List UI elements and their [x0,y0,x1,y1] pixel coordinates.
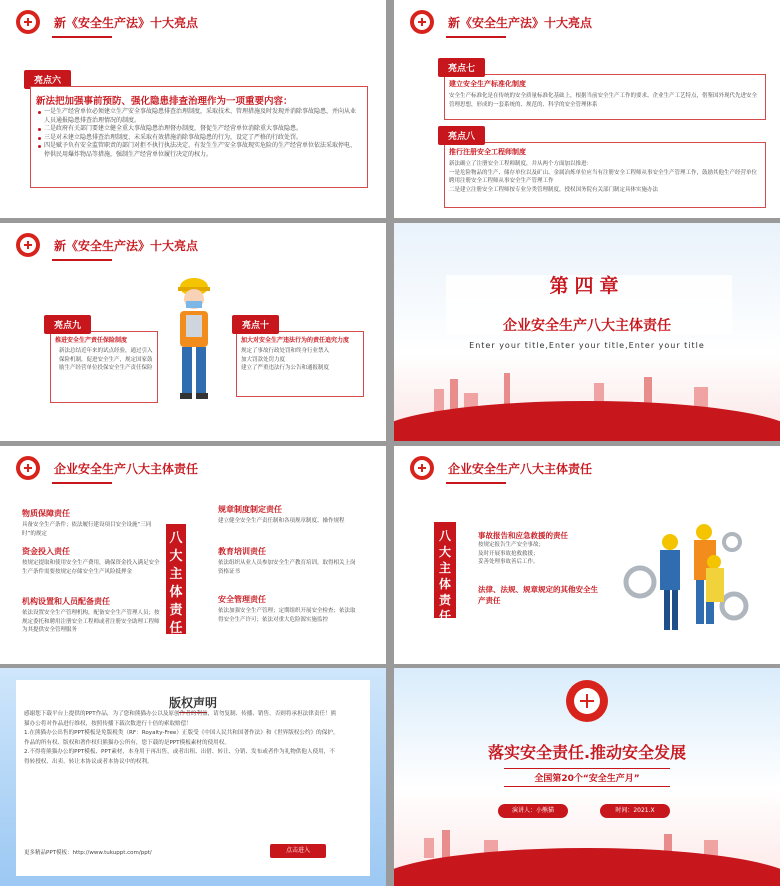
construction-worker-illustration [166,275,222,405]
header-underline [52,259,112,261]
slide-highlight-six[interactable] [0,0,386,218]
slide-eight-responsibilities-1[interactable] [0,446,386,664]
highlight-tag: 亮点七 [438,58,485,77]
safety-cross-logo-icon [566,680,608,722]
slide-copyright[interactable] [0,668,386,886]
section-text: 建立了严重违法行为公告和通报制度 [241,365,330,371]
list-item: 二是政府有关部门要建立健全重大事故隐患治理督办制度，督促生产经营单位消除重大事故隐患。 [38,125,360,134]
slide-chapter-four[interactable] [394,223,780,441]
responsibility-text: 按规定报告生产安全事故； [478,542,545,548]
copyright-body [24,710,340,767]
speaker-pill: 演讲人：小熊猫 [498,804,568,818]
responsibility-text: 建立健全安全生产责任制和各项规章制度、操作规程 [218,518,345,524]
responsibility-title: 规章制度制定责任 [218,505,282,514]
responsibility-item [22,508,162,538]
workers-gears-illustration [610,502,760,652]
content-box [444,142,766,208]
content-box [50,331,158,403]
responsibility-text: 具备安全生产条件；依法履行建设项目安全设施“三同时”的规定 [22,522,152,537]
highlight-tag: 亮点六 [24,70,71,89]
slide-highlight-nine-ten[interactable] [0,223,386,441]
slide-header-title: 新《安全生产法》十大亮点 [54,239,199,253]
chapter-subtitle: 企业安全生产八大主体责任 [503,318,671,334]
center-vertical-title: 八大主体责任 [166,524,186,634]
chapter-title: 第四章 [549,275,625,297]
slide-header-title: 新《安全生产法》十大亮点 [54,16,199,30]
responsibility-title: 法律、法规、规章规定的其他安全生产责任 [478,585,598,605]
section-title: 加大对安全生产违法行为的责任追究力度 [241,337,350,344]
closing-subtitle: 全国第20个“安全生产月” [504,768,670,787]
responsibility-item [22,546,162,576]
responsibility-item [478,584,598,606]
section-text: 安全生产标准化是在传统的安全质量标准化基础上，根据当前安全生产工作的要求、企业生产工艺特点，借鉴国外现代先进安全管理思想，形成的一套系统的、规范的、科学的安全管理体系 [449,93,758,108]
list-item: 三是对未建立隐患排查治理制度、未采取有效措施消除事故隐患的行为，设定了严格的行政处罚。 [38,134,360,143]
responsibility-text: 依法设置安全生产管理机构，配备安全生产管理人员；按规定委托和聘用注册安全工程师或者注册安全助理工程师为其提供安全管理服务 [22,610,160,633]
content-box [236,331,364,397]
closing-title: 落实安全责任.推动安全发展 [487,743,687,762]
section-text: 一是危险物品的生产、储存单位以及矿山、金属冶炼单位应当有注册安全工程师从事安全生产管理工作，鼓励其他生产经营单位聘用注册安全工程师从事安全生产管理工作 [449,169,758,184]
copyright-title: 版权声明 [168,696,217,710]
section-title: 建立安全生产标准化制度 [449,80,526,88]
highlight-tag: 亮点九 [44,315,91,334]
english-placeholder-text: Enter your title,Enter your title,Enter your title [469,341,705,350]
responsibility-title: 安全管理责任 [218,595,266,604]
content-headline: 新法把加强事前预防、强化隐患排查治理作为一项重要内容： [36,96,293,107]
responsibility-text: 及时开展事故抢救救援； [478,550,539,557]
responsibility-title: 机构设置和人员配备责任 [22,597,110,606]
safety-cross-logo-icon [16,10,40,34]
copyright-paragraph: 感谢您下载平台上提供的PPT作品，为了您和熊猫办公以及原创作者的利益，请勿复制、传播、销售，否则将承担法律责任！熊猫办公将对作品进行维权，按照传播下载次数进行十倍的索取赔偿！ [24,711,337,727]
section-title: 推进安全生产责任保险制度 [55,337,128,344]
slide-eight-responsibilities-2[interactable] [394,446,780,664]
responsibility-text: 依法组织从业人员参加安全生产教育培训，取得相关上岗资格证书 [218,560,356,575]
content-box [444,74,766,120]
section-text: 规定了事故行政处罚和终身行业禁入 [241,348,330,354]
responsibility-item [218,594,358,624]
responsibility-title: 事故报告和应急救援的责任 [478,531,568,540]
section-text: 新法确立了注册安全工程师制度，并从两个方面加以推进： [449,161,593,167]
section-text: 加大罚款处罚力度 [241,356,286,363]
header-underline [52,36,112,38]
list-item: 一是生产经营单位必须建立生产安全事故隐患排查治理制度，采取技术、管理措施及时发现并消除事故隐患，并向从业人员通报隐患排查治理情况的制度。 [38,108,360,125]
bullet-list [38,108,360,159]
responsibility-text: 依法加强安全生产管理；定期组织开展安全检查；依法取得安全生产许可；依法对重大危险源实施监控 [218,608,356,623]
slide-header-title: 企业安全生产八大主体责任 [448,462,593,476]
responsibility-text: 按规定提取和使用安全生产费用，确保资金投入满足安全生产条件需要按规定存储安全生产风险抵押金 [22,560,160,575]
header-underline [52,482,112,484]
section-text: 二是建立注册安全工程师按专业分类管理制度，授权国务院有关部门制定具体实施办法 [449,186,659,193]
responsibility-item [478,530,608,567]
responsibility-item [22,596,162,635]
highlight-tag: 亮点十 [232,315,279,334]
slide-highlight-seven-eight[interactable] [394,0,780,218]
time-pill: 时间：2021.X [600,804,670,818]
copyright-paragraph: 2.不得将熊猫办公的PPT模板、PPT素材，本身用于再出售，或者出租、出借、转让、分销、发布或者作为礼物供他人使用，不得转授权、出卖、转让本协议或者本协议中的权利。 [24,749,335,765]
safety-cross-logo-icon [410,456,434,480]
slide-closing[interactable] [394,668,780,886]
highlight-tag: 亮点八 [438,126,485,145]
responsibility-item [218,504,358,526]
more-templates-link[interactable]: 更多精品PPT模板：http://www.tukuppt.com/ppt/ [24,850,152,856]
slide-header-title: 新《安全生产法》十大亮点 [448,16,593,30]
responsibility-title: 资金投入责任 [22,547,70,556]
safety-cross-logo-icon [16,456,40,480]
copyright-paragraph: 1.在熊猫办公出售的PPT模板是免版税类（RF：Royalty-Free）正版受《中国人民共和国著作法》和《世界版权公约》的保护，作品的所有权、版权和著作权归熊猫办公所有，您下载的是PPT模板素材的使用权。 [24,730,339,746]
responsibility-text: 妥善处理事故善后工作。 [478,559,539,565]
responsibility-item [218,546,358,576]
section-text: 新法总结近年来的试点经验，通过引入保险机制，促进安全生产，规定国家鼓励生产经营单位投保安全生产责任保险 [59,348,153,371]
responsibility-title: 物质保障责任 [22,509,70,518]
header-underline [446,482,506,484]
center-vertical-title: 八大主体责任 [434,522,456,618]
list-item: 四是赋予负有安全监管职责的部门对拒不执行执法决定、有发生生产安全事故现实危险的生产经营单位依法采取停电、停供民用爆炸物品等措施，强制生产经营单位履行决定的权力。 [38,142,360,159]
responsibility-title: 教育培训责任 [218,547,266,556]
section-title: 推行注册安全工程师制度 [449,148,526,156]
safety-cross-logo-icon [410,10,434,34]
slide-header-title: 企业安全生产八大主体责任 [54,462,199,476]
enter-button[interactable]: 点击进入 [270,844,326,858]
header-underline [446,36,506,38]
safety-cross-logo-icon [16,233,40,257]
